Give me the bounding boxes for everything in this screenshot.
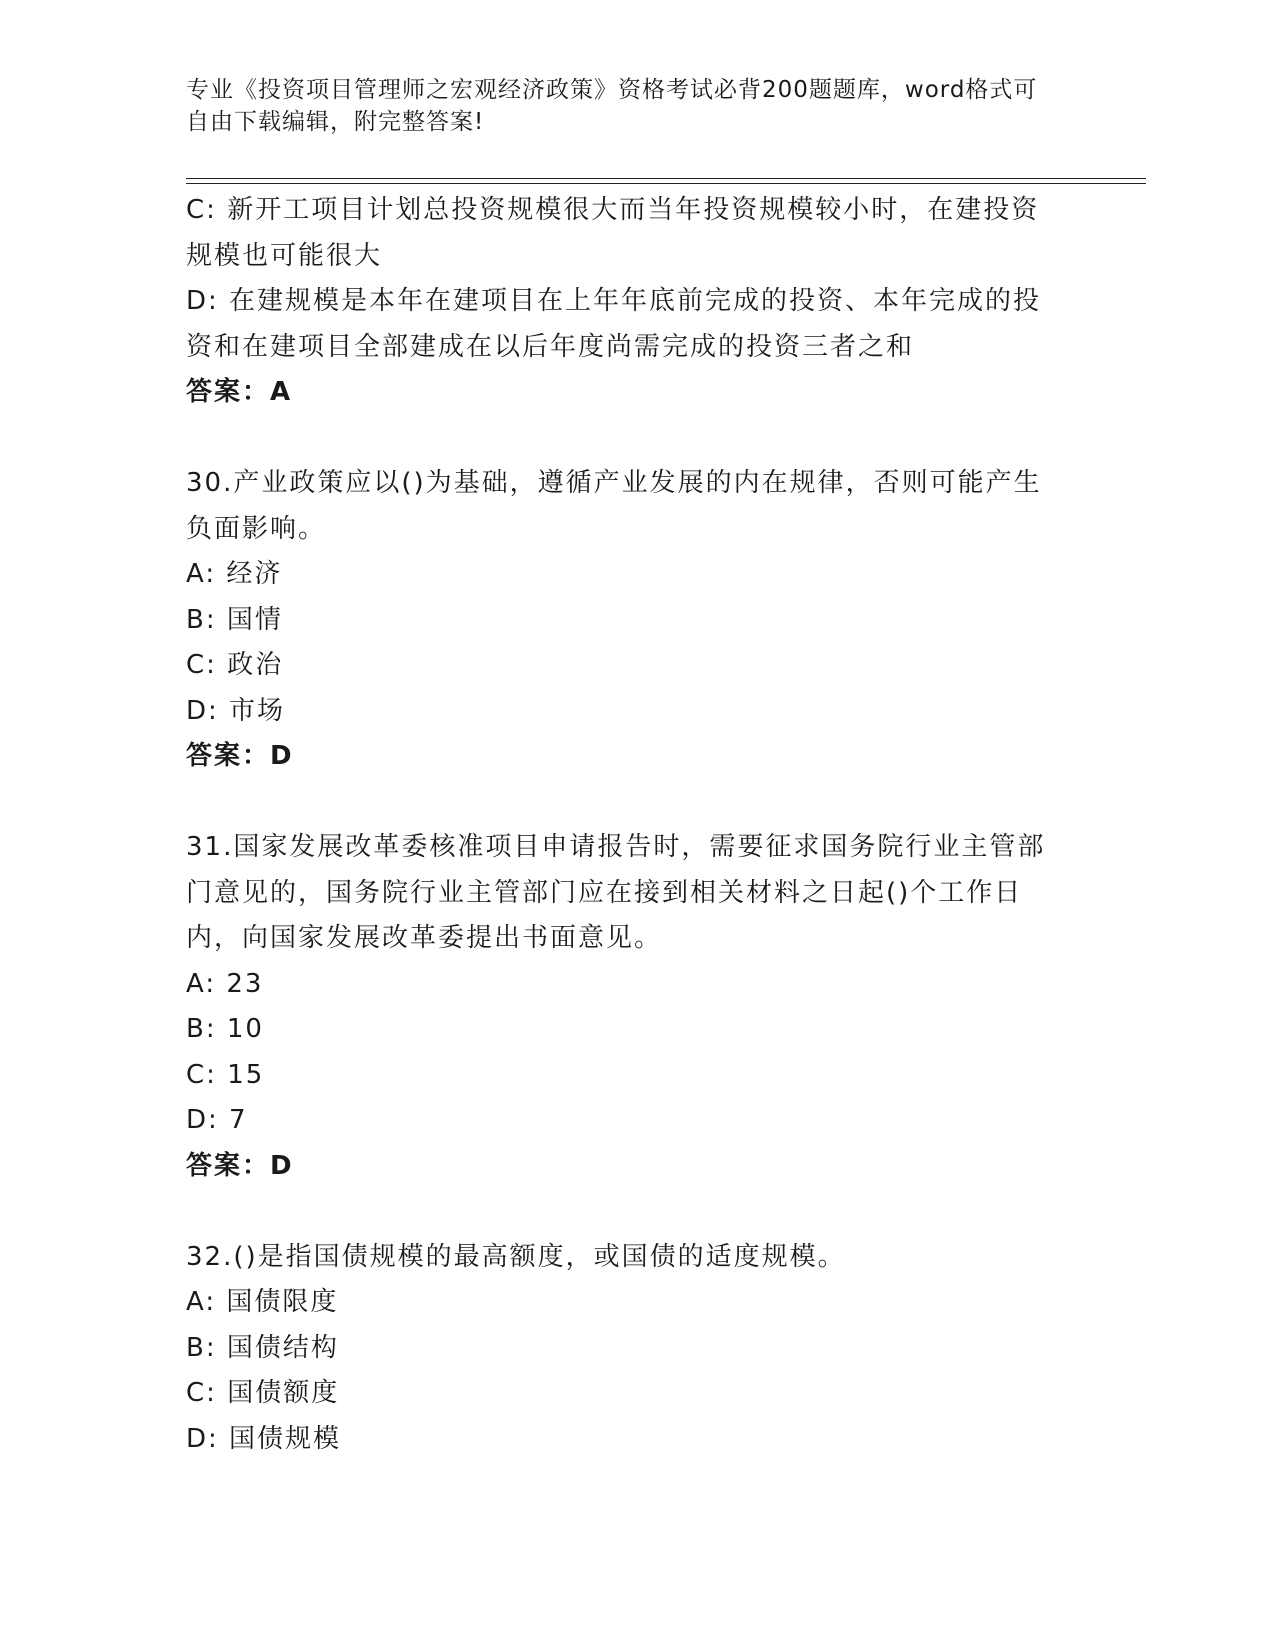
option-c: C: 政治 [186, 650, 284, 680]
option-a: A: 国债限度 [186, 1287, 339, 1317]
question-32 [186, 1235, 1066, 1463]
header-divider-top [186, 178, 1146, 179]
question-29-continued [186, 188, 1066, 416]
option-b: B: 国情 [186, 604, 283, 635]
answer-label: 答案：D [186, 741, 294, 771]
option-a: A: 经济 [186, 559, 283, 589]
question-stem-line: 负面影响。 [186, 513, 327, 544]
option-a: A: 23 [186, 968, 264, 999]
question-stem-line: 内，向国家发展改革委提出书面意见。 [186, 923, 663, 953]
answer-label: 答案：D [186, 1150, 294, 1181]
option-d-line-1: D: 在建规模是本年在建项目在上年年底前完成的投资、本年完成的投 [186, 286, 1042, 316]
document-header [186, 74, 1086, 138]
option-c-line-1: C: 新开工项目计划总投资规模很大而当年投资规模较小时，在建投资 [186, 195, 1040, 225]
option-d-line-2: 资和在建项目全部建成在以后年度尚需完成的投资三者之和 [186, 331, 915, 362]
header-line-2: 自由下载编辑，附完整答案! [186, 109, 485, 135]
option-d: D: 国债规模 [186, 1423, 342, 1454]
answer-label: 答案：A [186, 377, 293, 407]
option-b: B: 国债结构 [186, 1332, 339, 1363]
question-stem-line: 31.国家发展改革委核准项目申请报告时，需要征求国务院行业主管部 [186, 832, 1046, 862]
option-b: B: 10 [186, 1014, 264, 1044]
header-divider-bottom [186, 183, 1146, 184]
option-d: D: 7 [186, 1105, 248, 1135]
option-c-line-2: 规模也可能很大 [186, 240, 383, 271]
option-c: C: 15 [186, 1059, 265, 1090]
question-list [186, 188, 1066, 1462]
question-30 [186, 461, 1066, 780]
question-stem-line: 门意见的，国务院行业主管部门应在接到相关材料之日起()个工作日 [186, 877, 1023, 908]
header-line-1: 专业《投资项目管理师之宏观经济政策》资格考试必背200题题库，word格式可 [186, 77, 1038, 103]
option-c: C: 国债额度 [186, 1378, 340, 1408]
question-stem-line: 30.产业政策应以()为基础，遵循产业发展的内在规律，否则可能产生 [186, 468, 1042, 498]
question-31 [186, 825, 1066, 1189]
option-d: D: 市场 [186, 695, 286, 726]
question-stem-line: 32.()是指国债规模的最高额度，或国债的适度规模。 [186, 1241, 846, 1272]
